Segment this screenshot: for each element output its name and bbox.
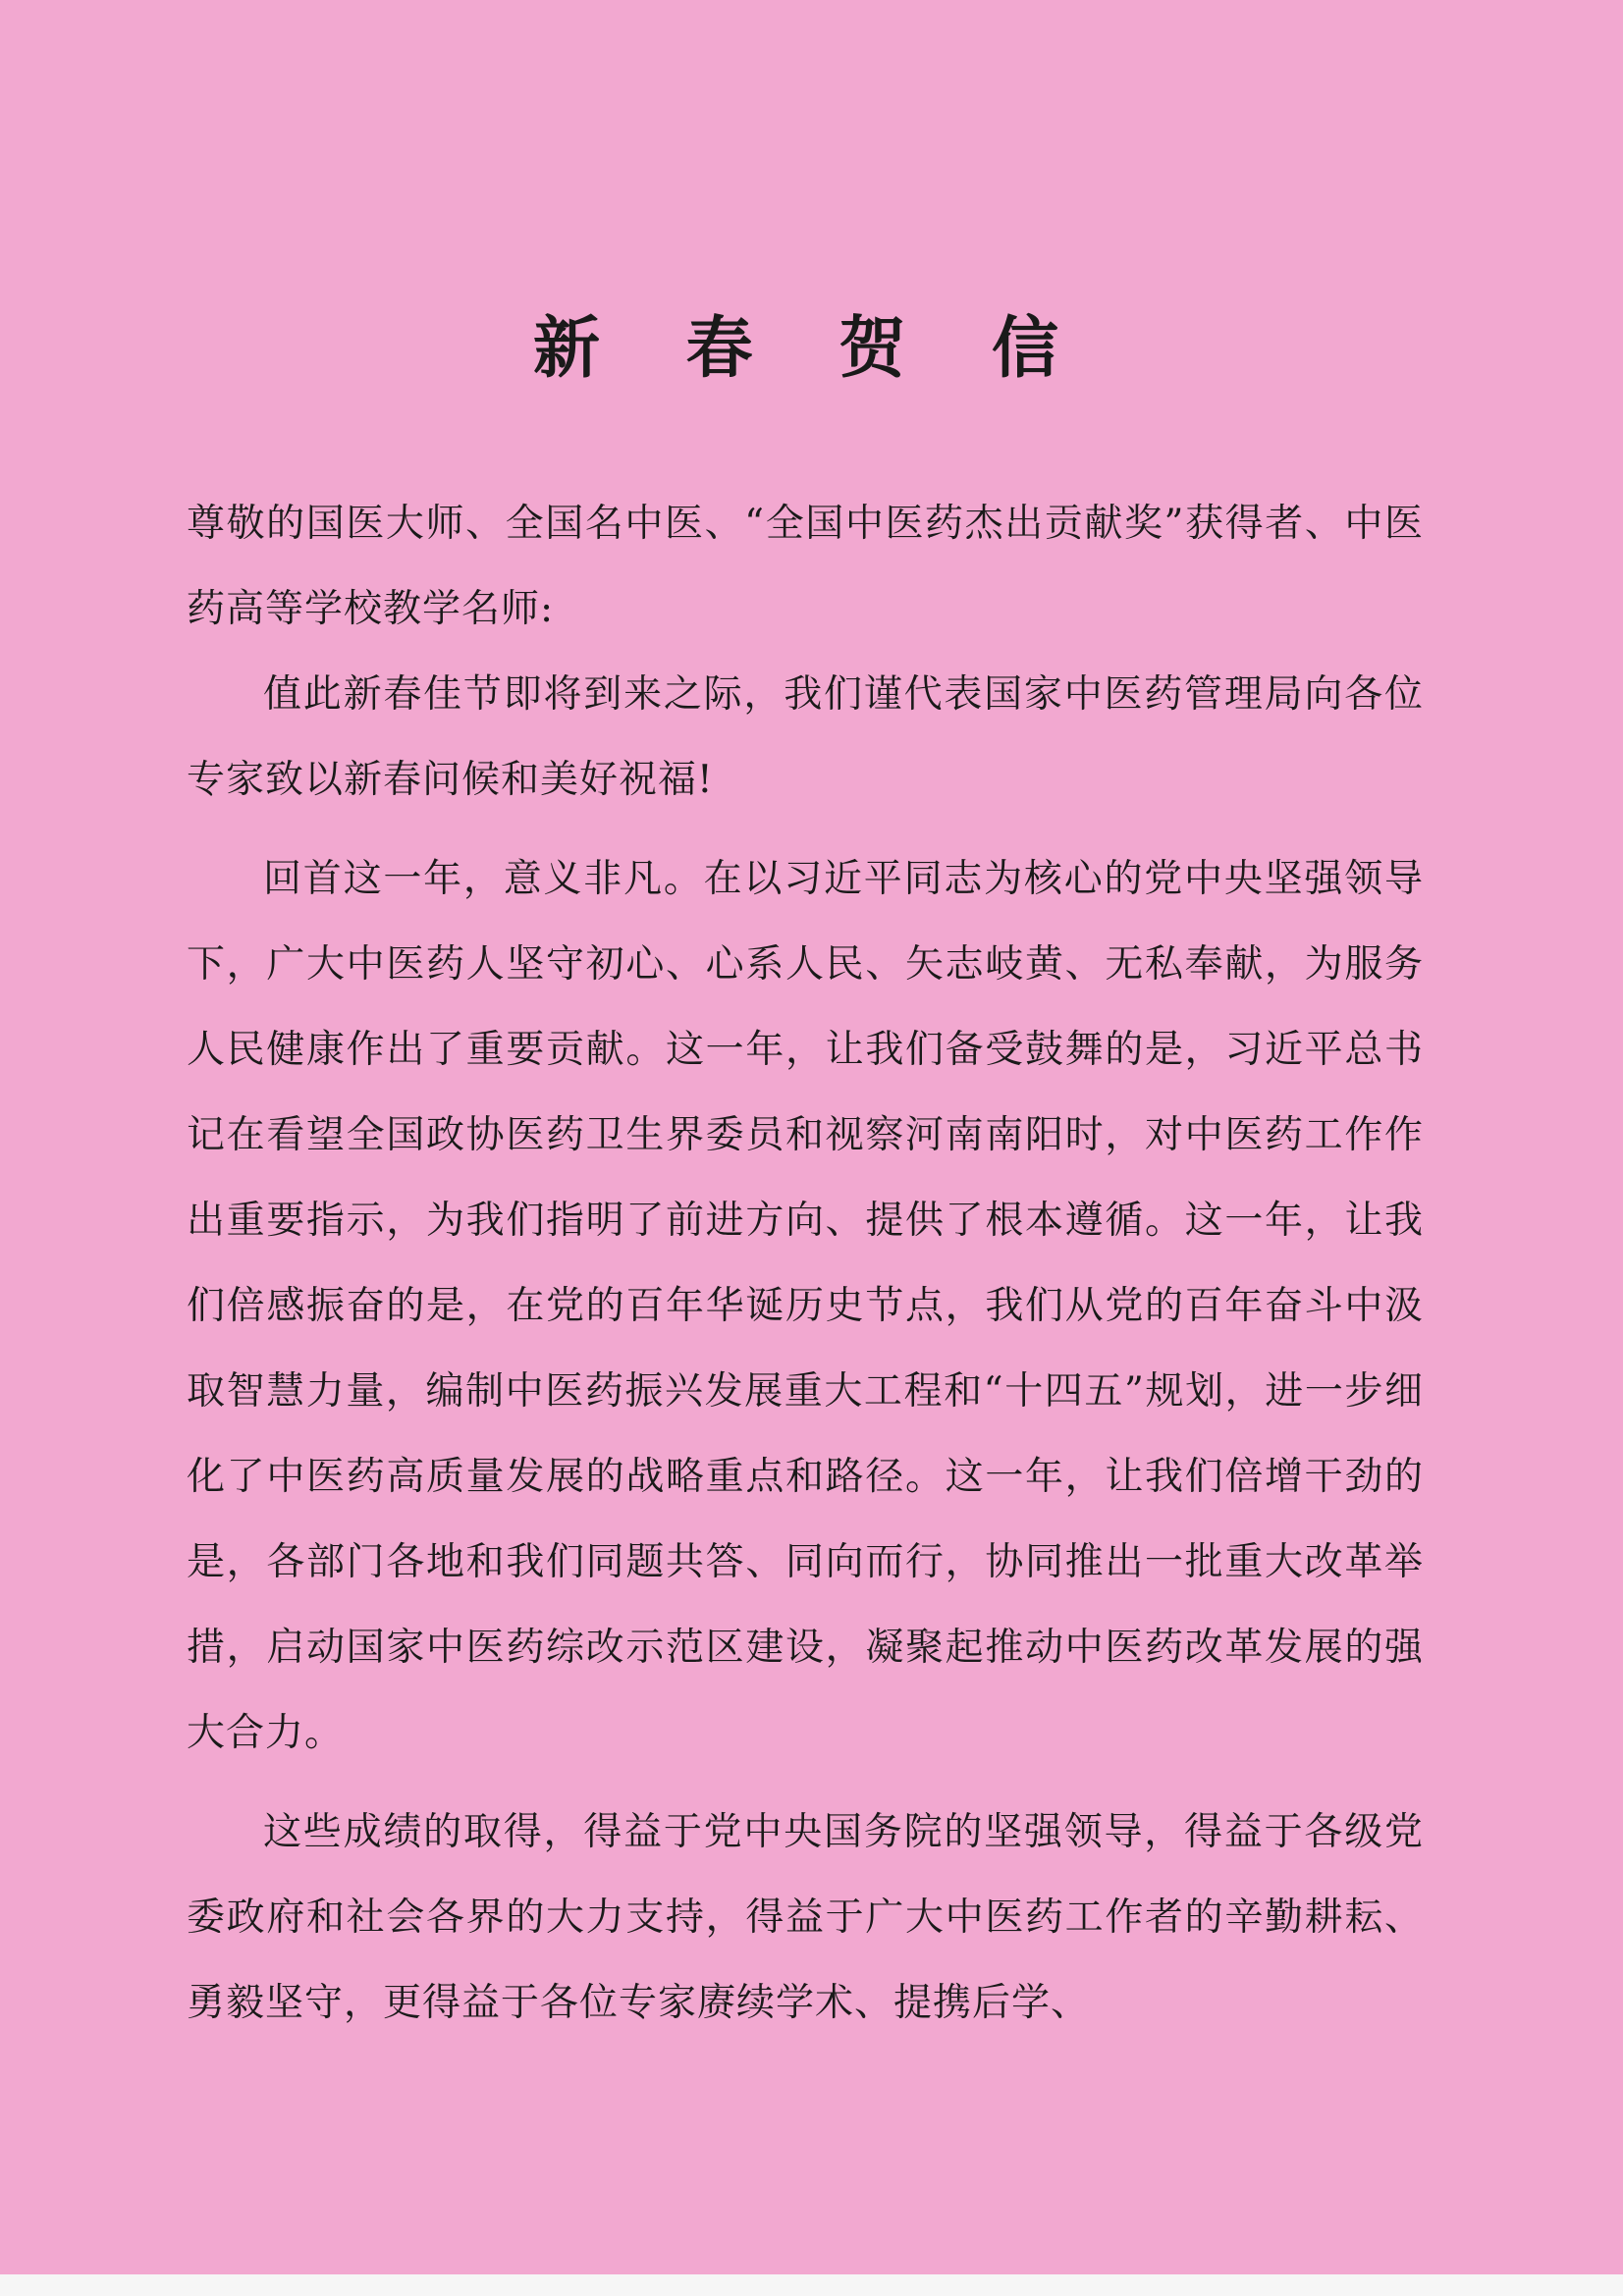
letter-title: 新 春 贺 信 (532, 309, 1091, 388)
letter-salutation: 尊敬的国医大师、全国名中医、“全国中医药杰出贡献奖”获得者、中医药高等学校教学名师: (187, 502, 1424, 631)
letter-paragraph-2: 回首这一年，意义非凡。在以习近平同志为核心的党中央坚强领导下，广大中医药人坚守初心、心系人民、矢志岐黄、无私奉献，为服务人民健康作出了重要贡献。这一年，让我们备受鼓舞的是，习近平总书记在看望全国政协医药卫生界委员和视察河南南阳时，对中医药工作作出重要指示，为我们指明了前进方向、提供了根本遵循。这一年，让我们倍感振奋的是，在党的百年华诞历史节点，我们从党的百年奋斗中汲取智慧力量，编制中医药振兴发展重大工程和“十四五”规划，进一步细化了中医药高质量发展的战略重点和路径。这一年，让我们倍增干劲的是，各部门各地和我们同题共答、同向而行，协同推出一批重大改革举措，启动国家中医药综改示范区建设，凝聚起推动中医药改革发展的强大合力。 (187, 857, 1424, 1755)
letter-paragraph-3: 这些成绩的取得，得益于党中央国务院的坚强领导，得益于各级党委政府和社会各界的大力支持，得益于广大中医药工作者的辛勤耕耘、勇毅坚守，更得益于各位专家赓续学术、提携后学、 (187, 1810, 1424, 2025)
scan-bottom-edge (0, 2274, 1623, 2296)
letter-paragraph-1: 值此新春佳节即将到来之际，我们谨代表国家中医药管理局向各位专家致以新春问候和美好祝福! (187, 672, 1424, 802)
letter-body (187, 481, 1424, 2046)
